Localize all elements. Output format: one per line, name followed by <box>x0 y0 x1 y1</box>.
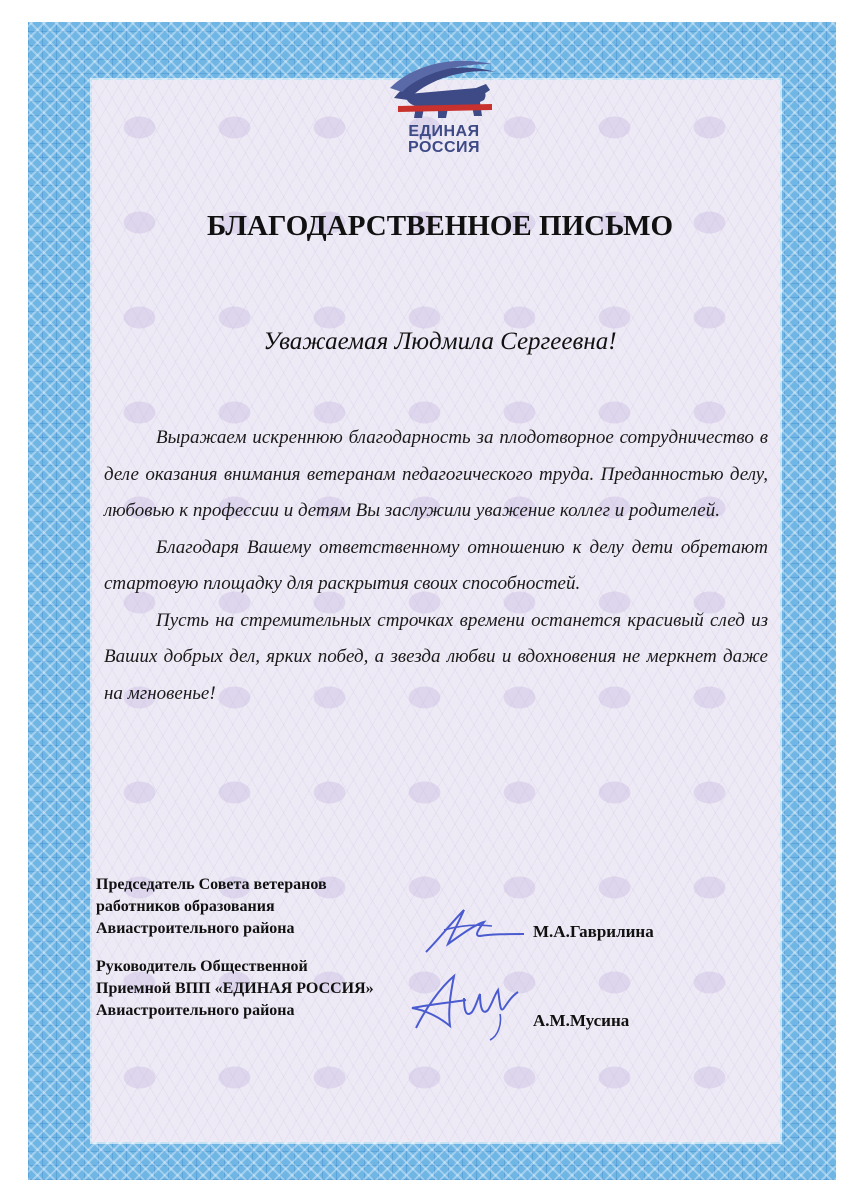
signature-2-icon <box>404 968 524 1046</box>
letter-body <box>104 420 768 712</box>
position-line: Приемной ВПП «ЕДИНАЯ РОССИЯ» <box>96 980 374 997</box>
signature-1-icon <box>418 900 528 962</box>
bear-emblem-icon <box>388 58 500 124</box>
document-title: БЛАГОДАРСТВЕННОЕ ПИСЬМО <box>206 210 674 242</box>
signatory-1-name: М.А.Гаврилина <box>533 922 654 941</box>
position-line: Авиастроительного района <box>96 920 295 937</box>
signatory-1-position <box>96 874 327 940</box>
paragraph-2: Благодаря Вашему ответственному отношению к делу дети обретают стартовую площадку для раскрытия своих способностей. <box>104 536 768 594</box>
signatory-2-name: А.М.Мусина <box>533 1011 630 1030</box>
position-line: Председатель Совета ветеранов <box>96 876 327 893</box>
party-logo <box>388 58 500 158</box>
position-line: Руководитель Общественной <box>96 958 308 975</box>
greeting: Уважаемая Людмила Сергеевна! <box>263 328 617 355</box>
signatory-2-position <box>96 956 374 1022</box>
position-line: Авиастроительного района <box>96 1002 295 1019</box>
paragraph-3: Пусть на стремительных строчках времени останется красивый след из Ваших добрых дел, ярких побед, а звезда любви и вдохновения не меркнет даже на мгновенье! <box>104 609 768 704</box>
logo-text-line1: ЕДИНАЯ <box>408 123 480 140</box>
paragraph-1: Выражаем искреннюю благодарность за плодотворное сотрудничество в деле оказания внимания ветеранам педагогического труда. Преданностью делу, любовью к профессии и детям Вы заслужили уважение коллег и родителей. <box>104 427 768 521</box>
position-line: работников образования <box>96 898 275 915</box>
logo-text-line2: РОССИЯ <box>407 139 480 156</box>
